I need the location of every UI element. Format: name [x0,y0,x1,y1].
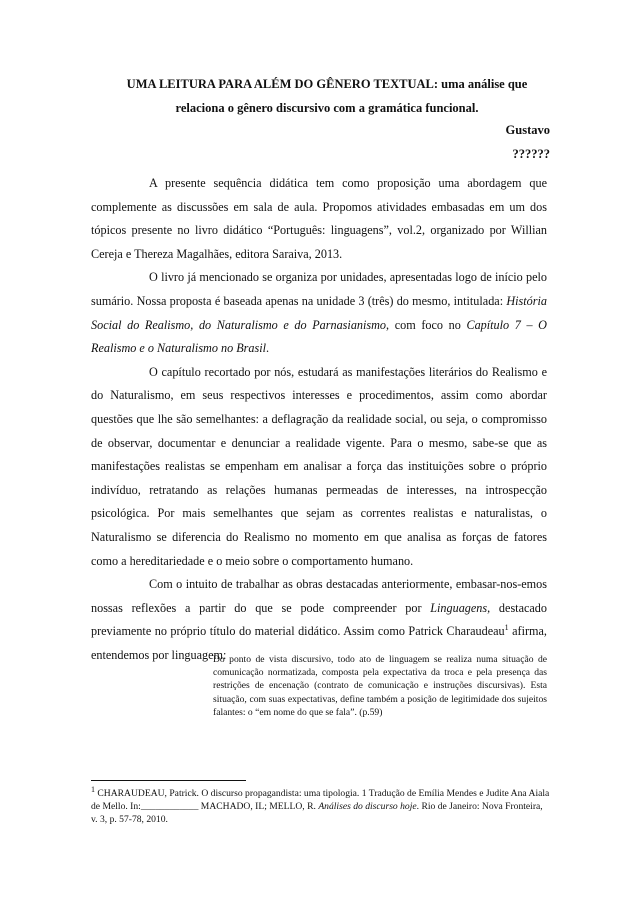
author-surname: ?????? [512,147,550,161]
footnote-italic-title: Análises do discurso hoje [318,801,417,812]
paragraph-4-italic-term: Linguagens, [430,600,491,615]
footnote-reference[interactable]: 1 [504,623,509,633]
paragraph-3: O capítulo recortado por nós, estudará as manifestações literários do Realismo e do Naturalismo, em seus respectivos interesses e procedimentos, assim como abordar questões que lhe são semelhantes: a deflagração da realidade social, ou seja, o compromisso de observar, documentar e denunciar a realidade vigente. Para o mesmo, sabe-se que as manifestações realistas se empenham em analisar a força das instituições sobre o próprio indivíduo, retratando as relações humanas permeadas de interesses, na introspecção psicológica. Por mais semelhantes que sejam as correntes realistas e naturalistas, o Naturalismo se diferencia do Realismo no momento em que analisa as forças de fatores como a hereditariedade e o meio sobre o comportamento humano. [91,364,547,568]
paragraph-2 [91,266,547,360]
footnote-text-before: CHARAUDEAU, Patrick. O discurso propagandista: uma tipologia. 1 Tradução de Emília Mendes e Judite Ana Aiala de Mello. In:____________ MACHADO, IL; MELLO, R. [91,788,550,812]
block-quote: Do ponto de vista discursivo, todo ato de linguagem se realiza numa situação de comunicação normatizada, composta pela expectativa da troca e pela presença das restrições de encenação (contrato de comunicação e instruções discursivas). Esta situação, com suas expectativas, define também a posição de legitimidade dos sujeitos falantes: o “em nome do que se fala”. (p.59) [213,654,547,718]
paragraph-1: A presente sequência didática tem como proposição uma abordagem que complemente as discussões em sala de aula. Propomos atividades embasadas em um dos tópicos presente no livro didático “Português: linguagens”, vol.2, organizado por Willian Cereja e Thereza Magalhães, editora Saraiva, 2013. [91,176,547,261]
author-block [506,118,550,166]
paragraph-4-text-after: destacado previamente no próprio título do material didático. Assim como Patrick Charaudeau [91,600,547,639]
paragraph-2-text-after: . [266,341,270,356]
paragraph-2-text-before: O livro já mencionado se organiza por unidades, apresentadas logo de início pelo sumário. Nossa proposta é baseada apenas na unidade 3 (três) do mesmo, intitulada: [91,270,547,308]
paragraph-4-text-end: afirma, entendemos por linguagem: [91,624,547,662]
title-line-2: relaciona o gênero discursivo com a gramática funcional. [175,101,479,115]
document-title [92,72,562,120]
title-line-1: UMA LEITURA PARA ALÉM DO GÊNERO TEXTUAL: uma análise que [126,77,528,91]
paragraph-2-text-middle: , com foco no [386,317,467,332]
footnote [91,784,551,826]
author-name: Gustavo [505,123,550,137]
paragraph-4-text-before: Com o intuito de trabalhar as obras destacadas anteriormente, embasar-nos-emos nossas reflexões a partir do que se pode compreender por [91,577,547,615]
body-text [91,172,547,667]
footnote-number: 1 [91,784,95,794]
footnote-text-after: . Rio de Janeiro: Nova Fronteira, v. 3, p. 57-78, 2010. [91,801,543,825]
paragraph-2-unit-title: História Social do Realismo, do Naturalismo e do Parnasianismo [91,293,547,332]
footnote-divider [91,780,246,781]
paragraph-2-chapter-title: Capítulo 7 – O Realismo e o Naturalismo no Brasil [91,317,547,356]
